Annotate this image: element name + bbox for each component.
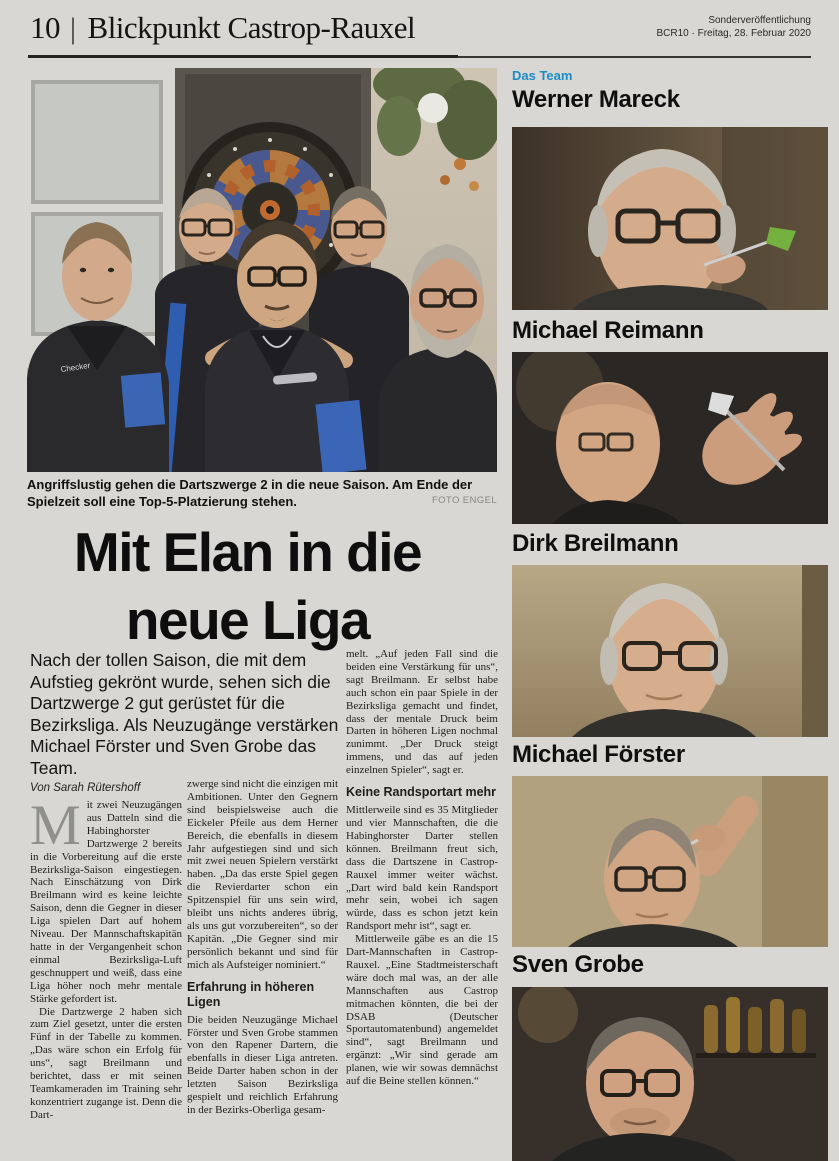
column1-paragraph1-text: it zwei Neuzugängen aus Datteln sind die Habinghorster Dartzwerge 2 bereits in die Vorbereitung auf die erste Bezirksliga-Saison eingestiegen. Nach Einschätzung von Dirk Breilmann wird es keine leichte Saison, denn die Gegner in dieser Liga spielen Dart auf hohem Niveau. Der Mannschaftskapitän hatte in der Vergangenheit schon einmal Bezirksliga-Luft geschnuppert und weiß, dass eine Liga höher noch mehr mentale Stärke gefordert ist. — [30, 799, 182, 1005]
sidebar-kicker: Das Team — [512, 68, 573, 83]
photo-caption — [27, 477, 497, 510]
member-name-michael-reimann: Michael Reimann — [512, 317, 704, 344]
masthead-divider: | — [70, 12, 76, 45]
column3-paragraph1: melt. „Auf jeden Fall sind die beiden eine Verstärkung für uns“, sagt Breilmann. Er selbst habe auch schon ein paar Spiele in der Bezirksliga gemacht und findet, dass der mentale Druck beim Darten in höheren Ligen nochmal zunimmt. „Der Druck steigt immens, und das auf jeden einzelnen Spieler“, sagt er. — [346, 648, 498, 777]
team-photo-graphic — [27, 68, 497, 472]
article-headline — [25, 518, 470, 654]
column1-paragraph2: Die Dartzwerge 2 haben sich zum Ziel gesetzt, unter die ersten Fünf in der Tabelle zu kommen. „Das wäre schon ein Erfolg für uns“, sagt Breilmann und berichtet, dass er mit seinen Teamkameraden im Training sehr konzentriert zugange ist. Denn die Dart- — [30, 1005, 182, 1121]
subhead-randsportart: Keine Randsportart mehr — [346, 785, 497, 800]
column3-paragraph2: Mittlerweile sind es 35 Mitglieder und vier Mannschaften, die die Habinghorster Darter stellen können. Breilmann freut sich, dass die Dartszene in Castrop-Rauxel immer weiter wächst. „Dart wird bald kein Randsport mehr sein, wobei ich sagen würde, dass es schon jetzt kein Randsport mehr ist“, sagt er. — [346, 804, 498, 933]
player-photo-michael-reimann — [512, 352, 828, 524]
article-column-3 — [346, 648, 498, 1160]
page-number: 10 — [30, 10, 60, 45]
player-photo-dirk-breilmann — [512, 565, 828, 737]
column2-paragraph1: zwerge sind nicht die einzigen mit Ambitionen. Unter den Gegnern sind beispielsweise auch die Eickeler Pfeile aus dem Herner Bereich, die ebenfalls in diesem Jahr aufgestiegen sind und sich mit zwei neuen Spielern verstärkt haben. „Da das erste Spiel gegen die Revierdarter schon ein Spitzenspiel für uns sein wird, bleibt uns nichts anderes übrig, als uns gut vorzubereiten“, so der Kapitän. „Die Gegner sind mir persönlich bekannt und sind für mich als Aufsteiger nominiert.“ — [187, 778, 338, 971]
article-byline: Von Sarah Rütershoff — [30, 782, 141, 794]
column1-paragraph1 — [30, 799, 182, 1006]
headline-line1: Mit Elan in die — [73, 521, 422, 583]
article-column-2 — [187, 778, 338, 1159]
shirt-label: Checker — [60, 360, 91, 374]
team-photo — [27, 68, 497, 472]
header-rule-right — [458, 56, 811, 58]
drop-cap: M — [30, 799, 81, 857]
photo-caption-text: Angriffslustig gehen die Dartszwerge 2 in die neue Saison. Am Ende der Spielzeit soll eine Top-5-Platzierung stehen. — [27, 477, 473, 509]
headline-line2: neue Liga — [125, 589, 370, 651]
member-name-werner-mareck: Werner Mareck — [512, 86, 680, 113]
article-column-1 — [30, 799, 182, 1159]
edition-info — [656, 15, 811, 40]
column3-paragraph3: Mittlerweile gäbe es an die 15 Dart-Mannschaften in Castrop-Rauxel. „Eine Stadtmeisterschaft wäre doch mal was, an der alle Mannschaften aus Castrop mitmachen könnten, die bei der DSAB (Deutscher Sportautomatenbund) angemeldet sind“, sagt Breilmann und ergänzt: „Wir sind gerade am planen, wie wir sowas demnächst auf die Beine stellen können.“ — [346, 933, 498, 1088]
member-name-dirk-breilmann: Dirk Breilmann — [512, 530, 679, 557]
player-photo-michael-foerster — [512, 776, 828, 947]
photo-credit: FOTO ENGEL — [431, 494, 497, 506]
edition-info-line2: BCR10 · Freitag, 28. Februar 2020 — [656, 27, 811, 39]
subhead-erfahrung: Erfahrung in höheren Ligen — [187, 979, 315, 1009]
player-photo-sven-grobe — [512, 987, 828, 1161]
player-photo-werner-mareck — [512, 127, 828, 310]
masthead — [30, 10, 415, 46]
column2-paragraph2: Die beiden Neuzugänge Michael Förster und Sven Grobe stammen von den Rapener Dartern, die ebenfalls in dieser Liga antreten. Beide Darter haben schon in der letzten Saison Bezirksliga gespielt und reichlich Erfahrung in der Bezirks-Oberliga gesam- — [187, 1013, 338, 1116]
publication-title: Blickpunkt Castrop-Rauxel — [87, 10, 416, 45]
member-name-michael-foerster: Michael Förster — [512, 741, 685, 768]
edition-info-line1: Sonderveröffentlichung — [708, 15, 811, 26]
article-lead: Nach der tollen Saison, die mit dem Aufstieg gekrönt wurde, sehen sich die Dartzwerge 2 gut gerüstet für die Bezirksliga. Als Neuzugänge verstärken Michael Förster und Sven Grobe das Team. — [30, 650, 339, 778]
header-rule-left — [28, 55, 458, 58]
member-name-sven-grobe: Sven Grobe — [512, 951, 644, 978]
